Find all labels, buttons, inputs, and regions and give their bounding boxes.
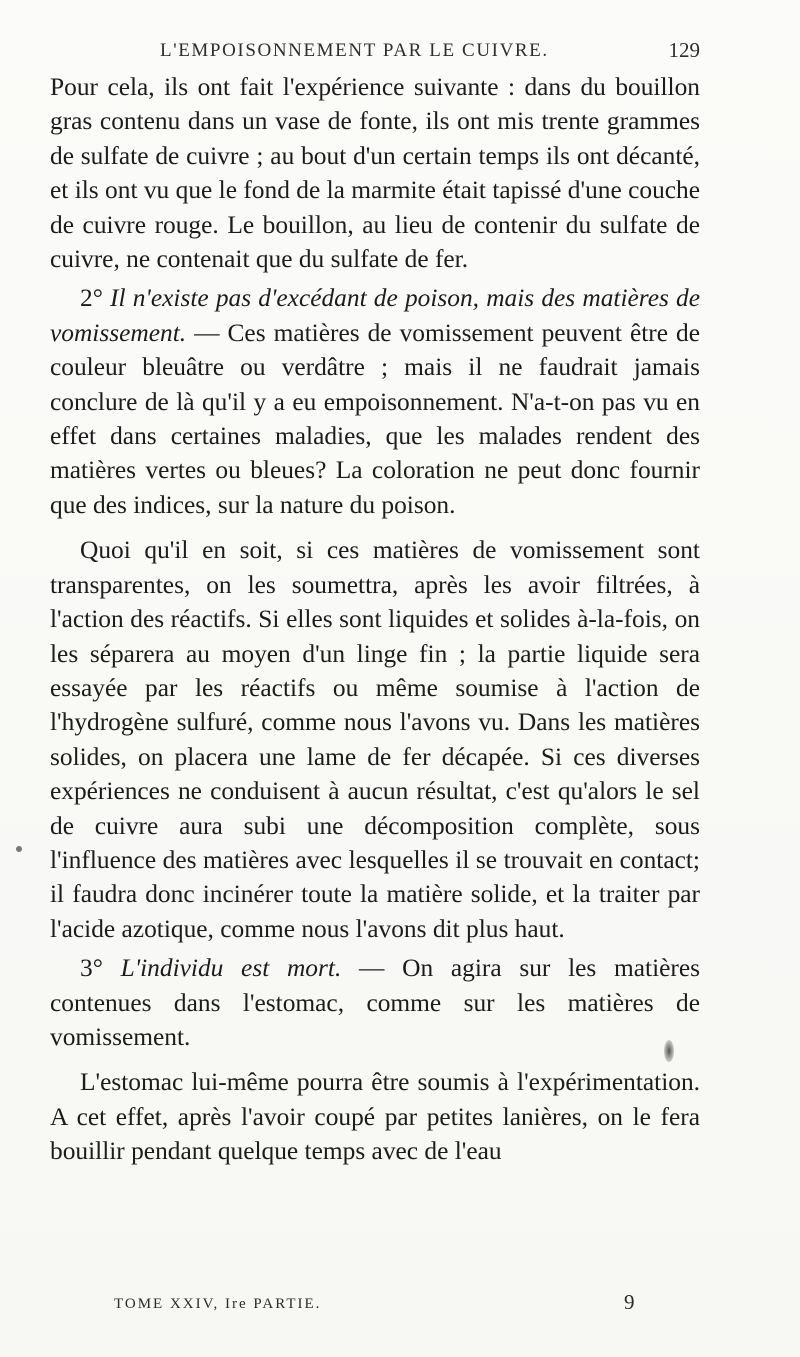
running-title: L'EMPOISONNEMENT PAR LE CUIVRE. bbox=[160, 40, 549, 61]
section-heading-2: Il n'existe pas d'excédant de poison, mais des matières de vomissement. bbox=[50, 284, 700, 347]
signature-mark: 9 bbox=[624, 1290, 635, 1314]
section-number-3: 3° bbox=[80, 954, 103, 983]
heading-dash-2: — bbox=[186, 318, 228, 347]
paragraph-1: Pour cela, ils ont fait l'expérience suivante : dans du bouillon gras contenu dans un vase de fonte, ils ont mis trente grammes de sulfate de cuivre ; au bout d'un certain temps ils ont décanté, et ils ont vu que le fond de la marmite était tapissé d'une couche de cuivre rouge. Le bouillon, au lieu de contenir du sulfate de cuivre, ne contenait que du sulfate de fer. bbox=[50, 73, 700, 274]
paragraph-4 bbox=[50, 951, 700, 1054]
paragraph-5: L'estomac lui-même pourra être soumis à l'expérimentation. A cet effet, après l'avoir coupé par petites lanières, on le fera bouillir pendant quelque temps avec de l'eau bbox=[50, 1068, 700, 1166]
body-text bbox=[50, 70, 700, 1169]
paragraph-2 bbox=[50, 281, 700, 522]
printer-signature: TOME XXIV, Ire PARTIE. bbox=[114, 1296, 322, 1312]
margin-dot bbox=[16, 846, 22, 852]
heading-dash-3: — bbox=[341, 954, 403, 983]
section-text-3: On agira sur les matières contenues dans l'estomac, comme sur les matières de vomissement. bbox=[50, 954, 700, 1051]
page-number: 129 bbox=[668, 38, 700, 62]
ink-stain bbox=[664, 1040, 674, 1062]
section-heading-3: L'individu est mort. bbox=[120, 954, 342, 983]
page-header bbox=[50, 34, 700, 68]
paragraph-3: Quoi qu'il en soit, si ces matières de vomissement sont transparentes, on les soumettra, après les avoir filtrées, à l'action des réactifs. Si elles sont liquides et solides à-la-fois, on les séparera au moyen d'un linge fin ; la partie liquide sera essayée par les réactifs ou même soumise à l'action de l'hydrogène sulfuré, comme nous l'avons vu. Dans les matières solides, on placera une lame de fer décapée. Si ces diverses expériences ne conduisent à aucun résultat, c'est qu'alors le sel de cuivre aura subi une décomposition complète, sous l'influence des matières avec lesquelles il se trouvait en contact; il faudra donc incinérer toute la matière solide, et la traiter par l'acide azotique, comme nous l'avons dit plus haut. bbox=[50, 536, 700, 943]
section-text-2: Ces matières de vomissement peuvent être de couleur bleuâtre ou verdâtre ; mais il ne faudrait jamais conclure de là qu'il y a eu empoisonnement. N'a-t-on pas vu en effet dans certaines maladies, que les malades rendent des matières vertes ou bleues? La coloration ne peut donc fournir que des indices, sur la nature du poison. bbox=[50, 318, 700, 519]
section-number-2: 2° bbox=[80, 284, 103, 313]
page-footer bbox=[50, 1290, 700, 1320]
